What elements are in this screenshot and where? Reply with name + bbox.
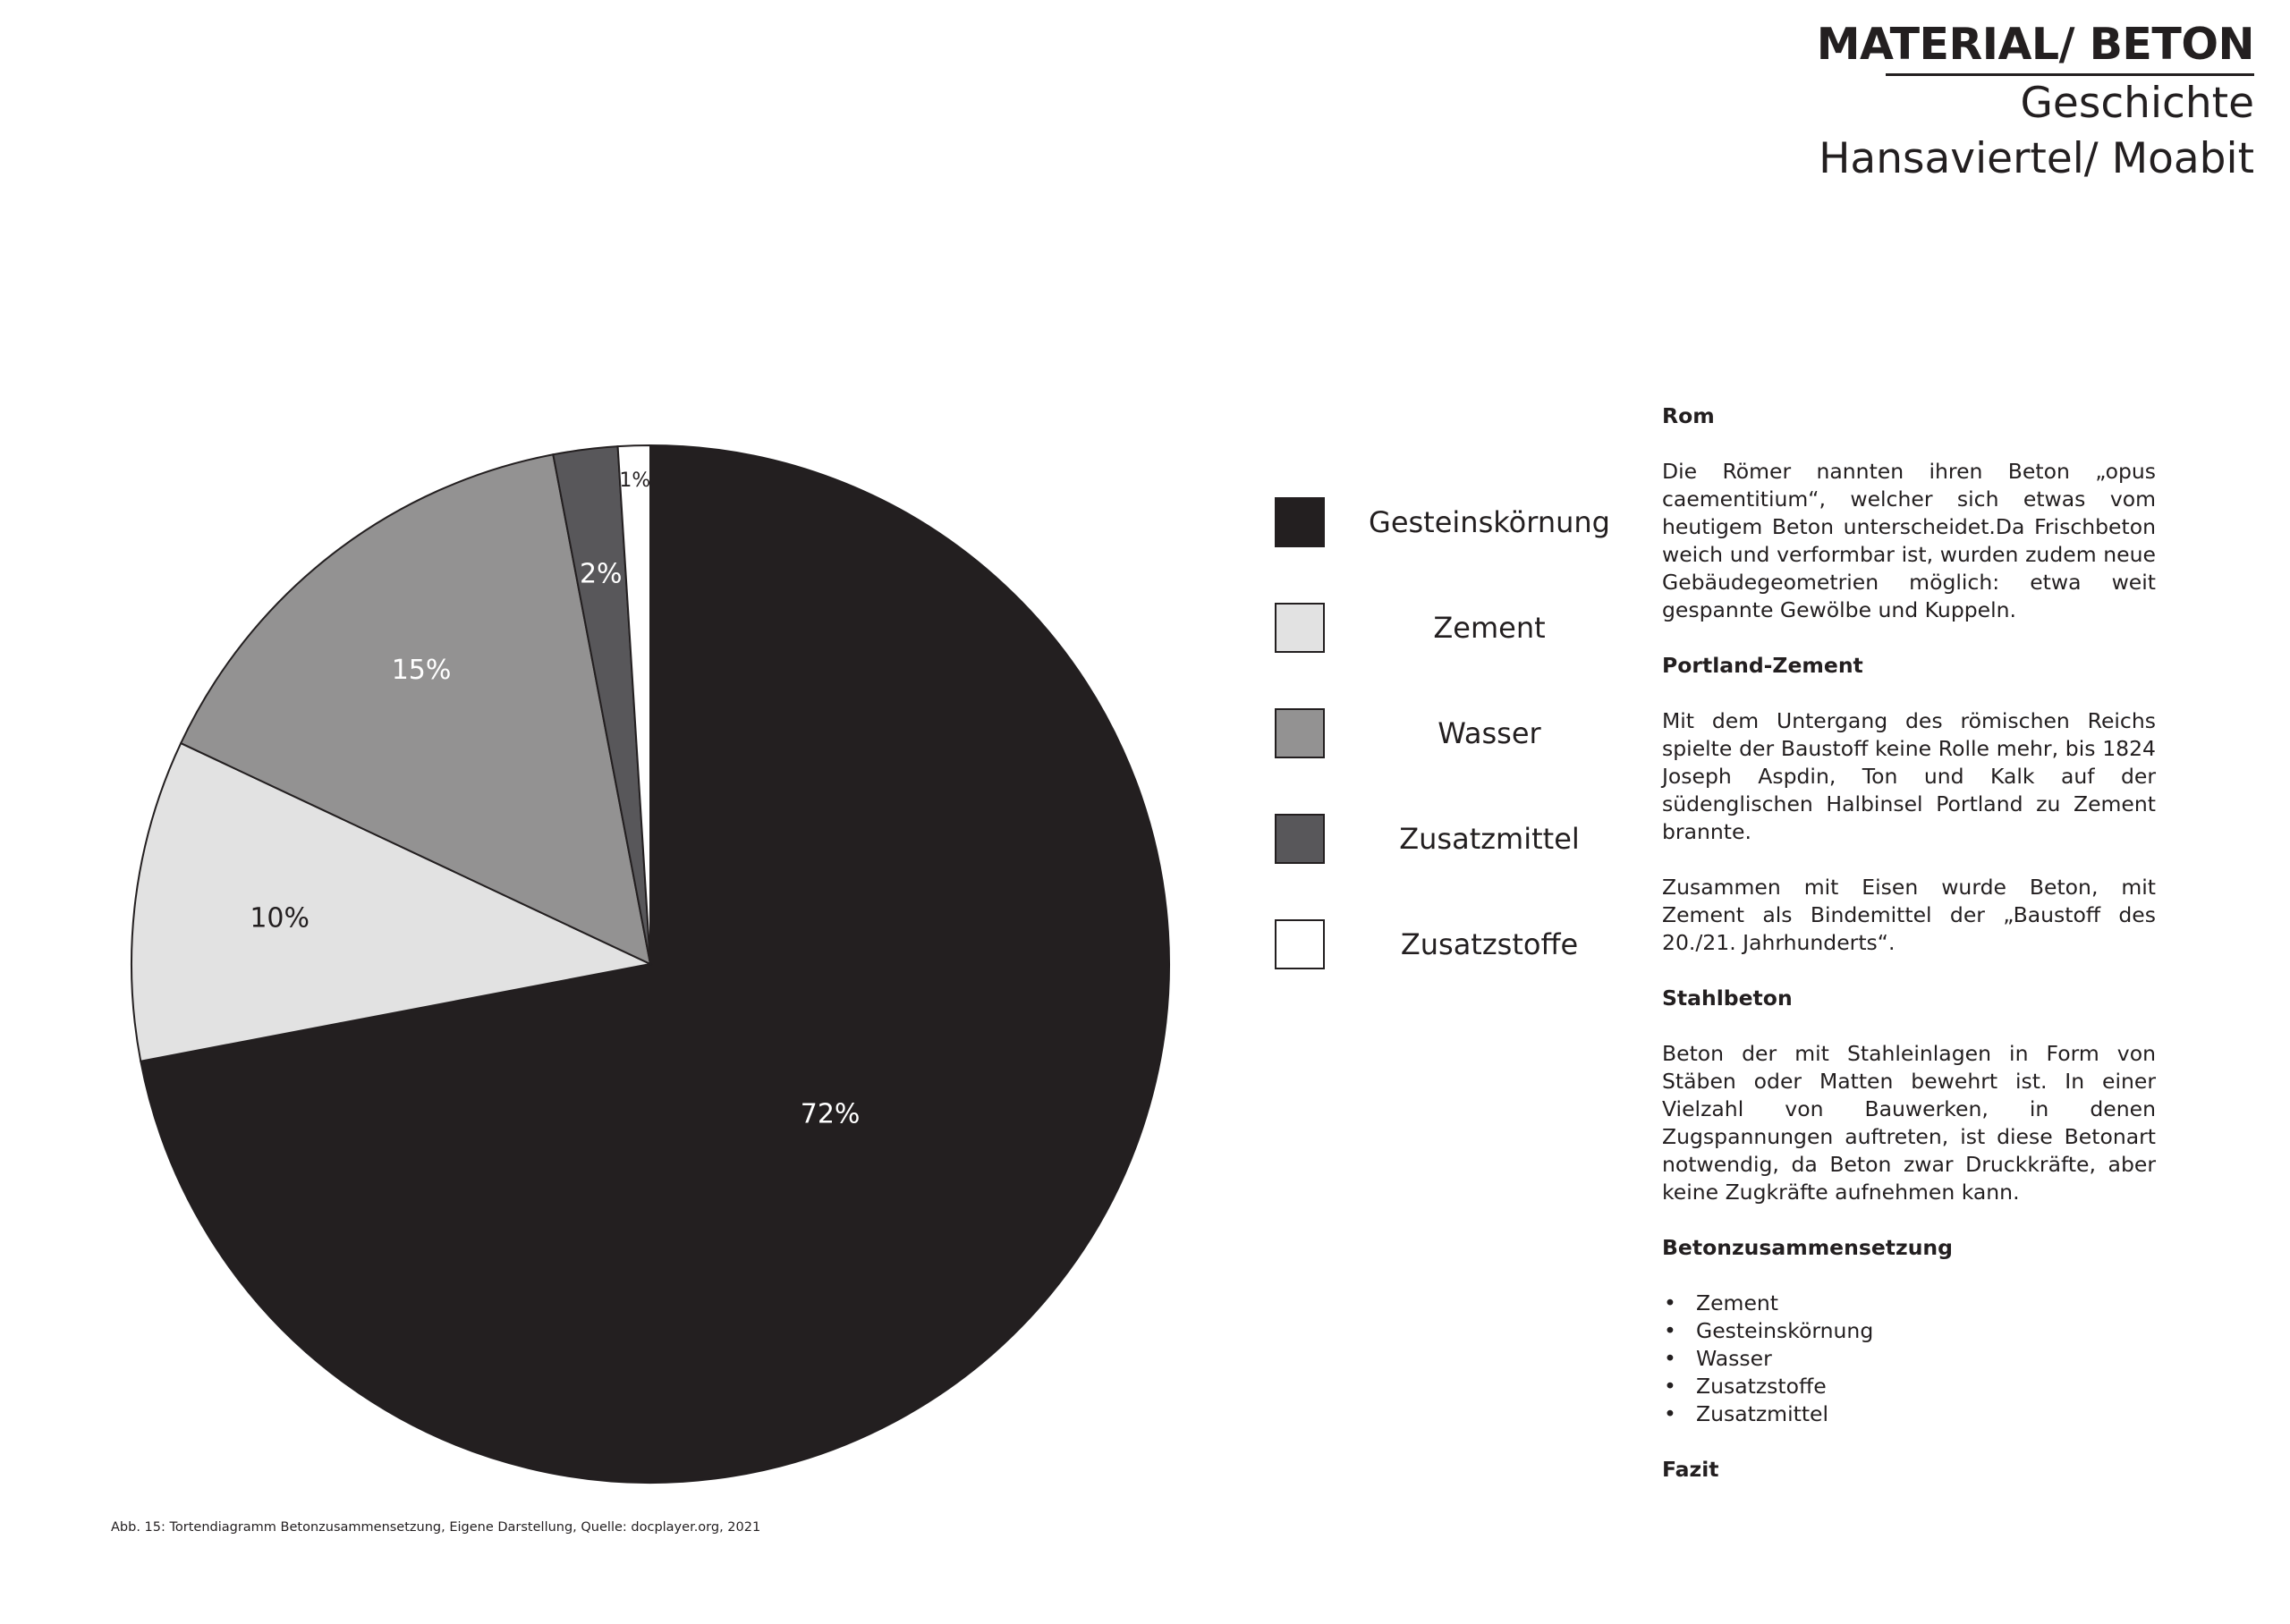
- legend-item-zement: [1275, 603, 1633, 656]
- legend-swatch-gesteinskoernung: [1275, 497, 1325, 547]
- list-item: [1662, 1317, 2156, 1345]
- paragraph-rom: Die Römer nannten ihren Beton „opus caementitium“, welcher sich etwas vom heutigem Beton unterscheidet.Da Frischbeton weich und verformbar ist, wurden zudem neue Gebäudegeometrien möglich: etwa weit gespannte Gewölbe und Kuppeln.: [1662, 459, 2156, 622]
- legend-item-zusatzmittel: [1275, 814, 1633, 867]
- legend-swatch-zusatzmittel: [1275, 814, 1325, 864]
- pie-label-zusatzmittel: 2%: [579, 558, 623, 590]
- paragraph-stahlbeton: Beton der mit Stahleinlagen in Form von Stäben oder Matten bewehrt ist. In einer Vielzahl von Bauwerken, in denen Zugspannungen auftreten, ist diese Betonart notwendig, da Beton zwar Druckkräfte, aber keine Zugkräfte aufnehmen kann.: [1662, 1041, 2156, 1205]
- list-item: [1662, 1345, 2156, 1373]
- heading-betonzusammensetzung: Betonzusammensetzung: [1662, 1235, 1953, 1260]
- heading-fazit: Fazit: [1662, 1457, 1719, 1482]
- bullet-icon: •: [1664, 1346, 1676, 1371]
- heading-rom: Rom: [1662, 403, 1715, 428]
- pie-label-zusatzstoffe: 1%: [619, 469, 651, 493]
- heading-portland-zement: Portland-Zement: [1662, 653, 1863, 678]
- bullet-icon: •: [1664, 1374, 1676, 1399]
- page-header: [1817, 18, 2254, 187]
- legend-label-zusatzmittel: Zusatzmittel: [1399, 822, 1580, 856]
- list-item-text: Zusatzmittel: [1696, 1401, 1829, 1426]
- bullet-icon: •: [1664, 1401, 1676, 1426]
- list-item-text: Zusatzstoffe: [1696, 1374, 1827, 1399]
- legend-label-gesteinskoernung: Gesteinskörnung: [1369, 505, 1610, 539]
- list-item-text: Gesteinskörnung: [1696, 1318, 1874, 1343]
- legend-item-gesteinskoernung: [1275, 497, 1633, 551]
- legend-item-wasser: [1275, 708, 1633, 762]
- legend-label-wasser: Wasser: [1438, 716, 1541, 750]
- paragraph-portland-1: Mit dem Untergang des römischen Reichs spielte der Baustoff keine Rolle mehr, bis 1824 Joseph Aspdin, Ton und Kalk auf der südenglischen Halbinsel Portland zu Zement brannte.: [1662, 708, 2156, 844]
- list-item: [1662, 1400, 2156, 1428]
- legend-swatch-wasser: [1275, 708, 1325, 758]
- pie-label-gesteinskoernung: 72%: [800, 1098, 861, 1130]
- legend-label-zement: Zement: [1433, 611, 1546, 645]
- pie-label-zement: 10%: [250, 902, 310, 935]
- list-item-text: Zement: [1696, 1290, 1779, 1315]
- legend-label-zusatzstoffe: Zusatzstoffe: [1400, 927, 1579, 961]
- composition-list: [1662, 1290, 2156, 1428]
- legend-swatch-zusatzstoffe: [1275, 919, 1325, 969]
- paragraph-portland-2: Zusammen mit Eisen wurde Beton, mit Zement als Bindemittel der „Baustoff des 20./21. Jahrhunderts“.: [1662, 875, 2156, 955]
- page-subtitle: Geschichte: [2020, 79, 2254, 128]
- list-item: [1662, 1373, 2156, 1400]
- figure-caption: Abb. 15: Tortendiagramm Betonzusammensetzung, Eigene Darstellung, Quelle: docplayer.org, 2021: [111, 1520, 761, 1535]
- text-column: [1662, 402, 2156, 1511]
- heading-stahlbeton: Stahlbeton: [1662, 985, 1793, 1011]
- list-item: [1662, 1290, 2156, 1317]
- bullet-icon: •: [1664, 1290, 1676, 1315]
- pie-label-wasser: 15%: [391, 655, 452, 687]
- legend-item-zusatzstoffe: [1275, 919, 1633, 973]
- page-title: MATERIAL/ BETON: [1816, 19, 2254, 70]
- page-location: Hansaviertel/ Moabit: [1819, 134, 2254, 183]
- bullet-icon: •: [1664, 1318, 1676, 1343]
- legend-swatch-zement: [1275, 603, 1325, 653]
- list-item-text: Wasser: [1696, 1346, 1772, 1371]
